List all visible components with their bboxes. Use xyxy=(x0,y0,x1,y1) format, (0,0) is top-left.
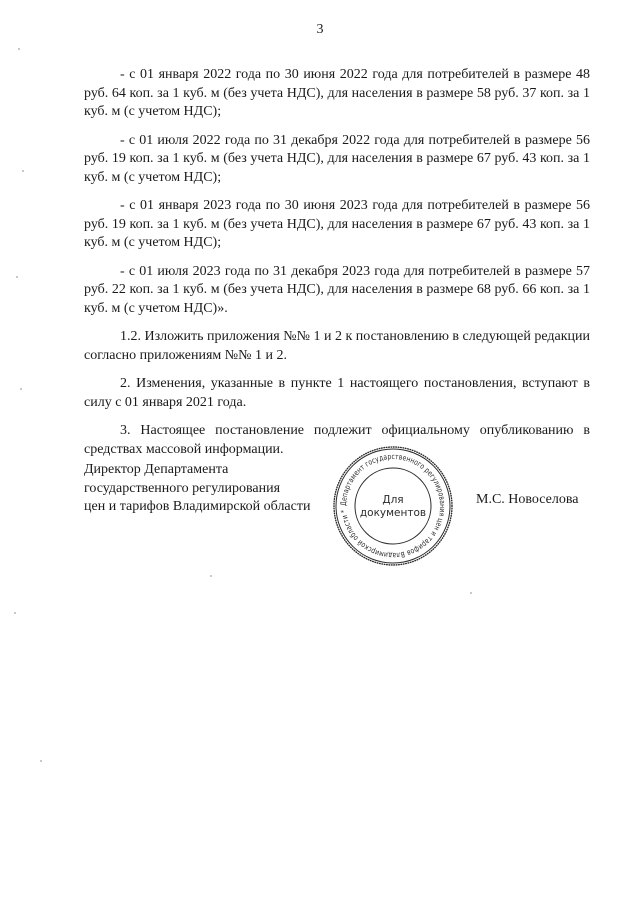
document-body xyxy=(84,66,590,469)
clause-2: 2. Изменения, указанные в пункте 1 настоящего постановления, вступают в силу с 01 января 2021 года. xyxy=(84,376,590,410)
scan-speck xyxy=(470,592,472,594)
seal-ring-text: Департамент государственного регулирования цен и тарифов Владимирской области * xyxy=(338,451,448,561)
seal-outer-ring xyxy=(334,447,452,565)
signatory-name: М.С. Новоселова xyxy=(476,492,579,507)
signatory-title-line: государственного регулирования xyxy=(84,480,281,496)
seal-outer-ring-solid xyxy=(336,449,450,563)
tariff-period-2: - с 01 июля 2022 года по 31 декабря 2022 года для потребителей в размере 56 руб. 19 коп. за 1 куб. м (без учета НДС), для населения в размере 67 руб. 43 коп. за 1 куб. м (с учетом НДС); xyxy=(84,132,590,185)
seal-inner-ring xyxy=(355,468,431,544)
clause-3: 3. Настоящее постановление подлежит официальному опубликованию в средствах массовой информации. xyxy=(84,423,590,457)
seal-center-line-2: документов xyxy=(359,507,427,519)
scan-speck xyxy=(40,760,42,762)
scan-speck xyxy=(210,575,212,577)
scan-speck xyxy=(20,388,22,390)
seal-graphic xyxy=(330,443,456,569)
clause-1-2: 1.2. Изложить приложения №№ 1 и 2 к постановлению в следующей редакции согласно приложениям №№ 1 и 2. xyxy=(84,329,590,363)
scan-speck xyxy=(22,170,24,172)
scan-speck xyxy=(16,276,18,278)
scan-speck xyxy=(14,612,16,614)
tariff-period-1: - с 01 января 2022 года по 30 июня 2022 года для потребителей в размере 48 руб. 64 коп. за 1 куб. м (без учета НДС), для населения в размере 58 руб. 37 коп. за 1 куб. м (с учетом НДС); xyxy=(84,67,590,119)
signatory-title-line: цен и тарифов Владимирской области xyxy=(84,499,311,514)
scan-speck xyxy=(18,48,20,50)
tariff-period-3: - с 01 января 2023 года по 30 июня 2023 года для потребителей в размере 56 руб. 19 коп. за 1 куб. м (без учета НДС), для населения в размере 67 руб. 43 коп. за 1 куб. м (с учетом НДС); xyxy=(84,198,590,250)
tariff-period-4: - с 01 июля 2023 года по 31 декабря 2023 года для потребителей в размере 57 руб. 22 коп. за 1 куб. м (без учета НДС), для населения в размере 68 руб. 66 коп. за 1 куб. м (с учетом НДС)». xyxy=(84,263,590,316)
signatory-title-line: Директор Департамента xyxy=(84,462,229,477)
official-seal xyxy=(330,443,456,569)
seal-center-line-1: Для xyxy=(382,494,404,506)
page-number: 3 xyxy=(316,22,324,37)
signatory-title xyxy=(84,461,310,517)
signature-block xyxy=(84,451,590,571)
